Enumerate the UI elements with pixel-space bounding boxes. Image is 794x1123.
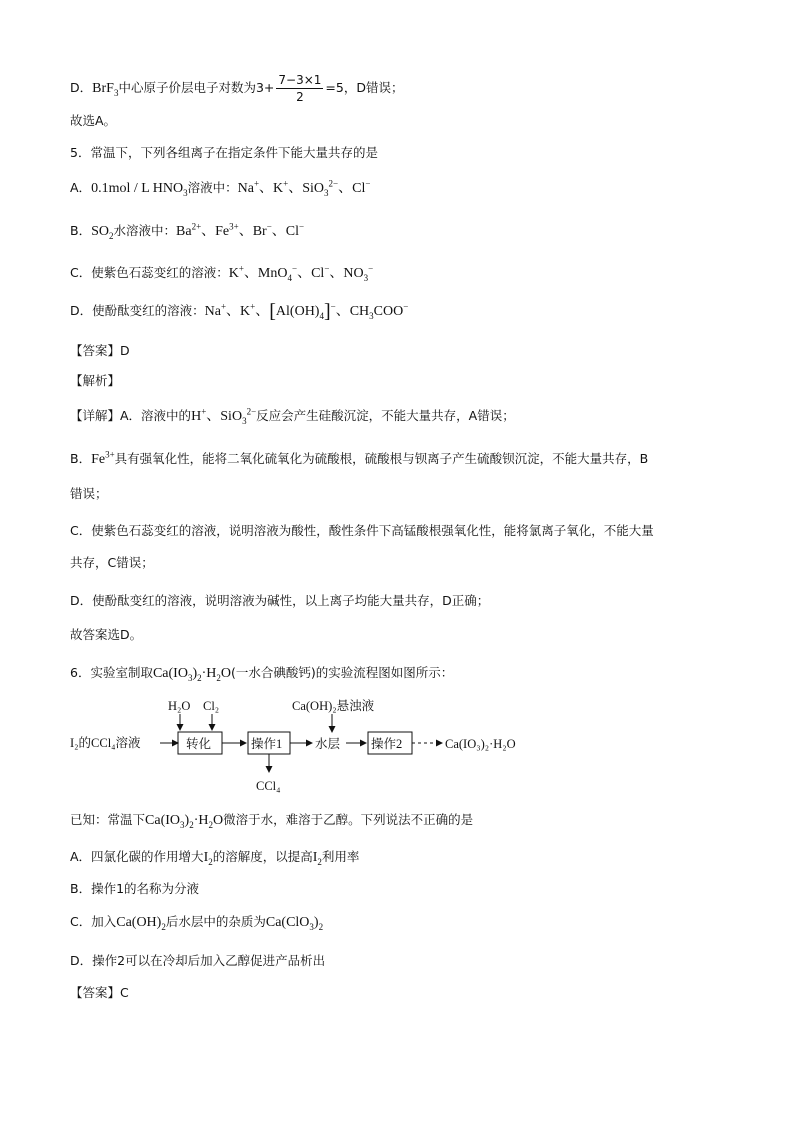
text: 已知：常温下 (70, 812, 146, 827)
text: 【详解】A．溶液中的 (70, 408, 192, 423)
answer-5 (70, 341, 130, 359)
detail-c-cont: 共存，C错误； (70, 555, 154, 570)
formula-caclo3: $Ca(ClO_3)_2$ (265, 915, 324, 932)
text: 6．实验室制取 (70, 665, 153, 680)
detail-a (70, 405, 515, 426)
q6-option-b: B．操作1的名称为分液 (70, 881, 200, 896)
known-condition (70, 810, 473, 830)
flow-start-label: I₂的CCl₄溶液 (70, 736, 141, 750)
formula-hno3: 0.1mol / L $HNO_3$ (91, 181, 188, 198)
detail-c: C．使紫色石蕊变红的溶液，说明溶液为酸性，酸性条件下高锰酸根强氧化性，能将氯离子氧化，不能大量 (70, 523, 654, 538)
answer-text: 【答案】D (70, 343, 130, 358)
text: (一水合碘酸钙)的实验流程图如图所示： (231, 665, 454, 680)
formula-caoh2: $Ca(OH)_2$ (116, 915, 166, 932)
q5-option-b (70, 220, 304, 241)
formula-i2: $I_2$ (203, 850, 213, 867)
q5-option-a (70, 177, 370, 198)
answer-text: 【答案】C (70, 985, 129, 1000)
q5-option-c (70, 262, 373, 283)
fraction-numerator: 7−3×1 (278, 73, 322, 87)
analysis-5 (70, 371, 120, 389)
text: 水溶液中： (113, 223, 176, 238)
text: B． (70, 451, 92, 466)
flow-diagram (70, 692, 540, 802)
formula-product: $Ca(IO_3)_2\cdot H_2O$ (152, 666, 232, 683)
text: 中心原子价层电子对数为3+ (118, 80, 275, 95)
flow-ccl4-label: CCl₄ (256, 779, 281, 793)
q6-option-c (70, 912, 323, 932)
text: C．加入 (70, 914, 117, 929)
flow-product-label: Ca(IO₃)₂·H₂O (445, 737, 516, 751)
select-answer-5: 故答案选D。 (70, 627, 143, 642)
prev-option-d (70, 72, 403, 105)
flow-caoh-label: Ca(OH)₂悬浊液 (292, 699, 375, 713)
text: 微溶于水，难溶于乙醇。下列说法不正确的是 (223, 812, 474, 827)
detail-b (70, 449, 648, 468)
flow-box-op1-label: 操作1 (251, 737, 283, 751)
ion-list: Na+、K+、$[Al(OH)_4]^-$、$CH_3COO^-$ (204, 300, 409, 323)
text: A．四氯化碳的作用增大 (70, 849, 204, 864)
q6-option-a (70, 847, 359, 867)
formula-product: $Ca(IO_3)_2\cdot H_2O$ (145, 813, 224, 830)
text: C．使紫色石蕊变红的溶液： (70, 265, 229, 280)
q6-option-d: D．操作2可以在冷却后加入乙醇促进产品析出 (70, 953, 326, 968)
formula-brf3: BrF$_3$ (92, 81, 119, 98)
ion-list: Na+、K+、SiO$_3^{2-}$、Cl− (237, 178, 371, 198)
formula-so2: $SO_2$ (91, 224, 114, 241)
ions: H+、SiO$_3^{2-}$ (191, 406, 257, 426)
text: 具有强氧化性，能将二氧化硫氧化为硫酸根，硫酸根与钡离子产生硫酸钡沉淀，不能大量共存，B (114, 451, 649, 466)
text: 后水层中的杂质为 (165, 914, 266, 929)
flow-box-convert-label: 转化 (186, 737, 212, 751)
answer-6 (70, 983, 129, 1001)
question-6 (70, 663, 453, 683)
text: 溶液中： (187, 180, 238, 195)
text: =5，D错误； (325, 80, 404, 95)
fraction-denominator: 2 (296, 90, 304, 104)
option-label: D． (70, 80, 93, 95)
ion-fe3: $Fe^{3+}$ (91, 449, 115, 467)
flow-water-label: 水层 (315, 737, 341, 751)
fraction (276, 72, 323, 105)
flow-h2o-label: H₂O (168, 699, 191, 713)
question-5: 5．常温下，下列各组离子在指定条件下能大量共存的是 (70, 145, 378, 160)
text: D．使酚酞变红的溶液： (70, 303, 205, 318)
option-label: B． (70, 223, 92, 238)
ion-list: K+、MnO$_4$−、Cl−、$NO_3^-$ (228, 263, 374, 283)
text: 的溶解度，以提高 (212, 849, 313, 864)
text: 反应会产生硅酸沉淀，不能大量共存，A错误； (256, 408, 515, 423)
ion-list: $Ba^{2+}$、$Fe^{3+}$、Br−、Cl− (176, 221, 305, 239)
analysis-text: 【解析】 (70, 373, 121, 388)
select-answer-prev: 故选A。 (70, 113, 117, 128)
text: 利用率 (321, 849, 360, 864)
detail-d: D．使酚酞变红的溶液，说明溶液为碱性，以上离子均能大量共存，D正确； (70, 593, 490, 608)
flow-box-op2-label: 操作2 (371, 737, 403, 751)
flow-cl2-label: Cl₂ (203, 699, 220, 713)
q5-option-d (70, 300, 408, 323)
option-label: A． (70, 180, 92, 195)
formula-i2: $I_2$ (312, 850, 322, 867)
detail-b-cont: 错误； (70, 486, 108, 501)
